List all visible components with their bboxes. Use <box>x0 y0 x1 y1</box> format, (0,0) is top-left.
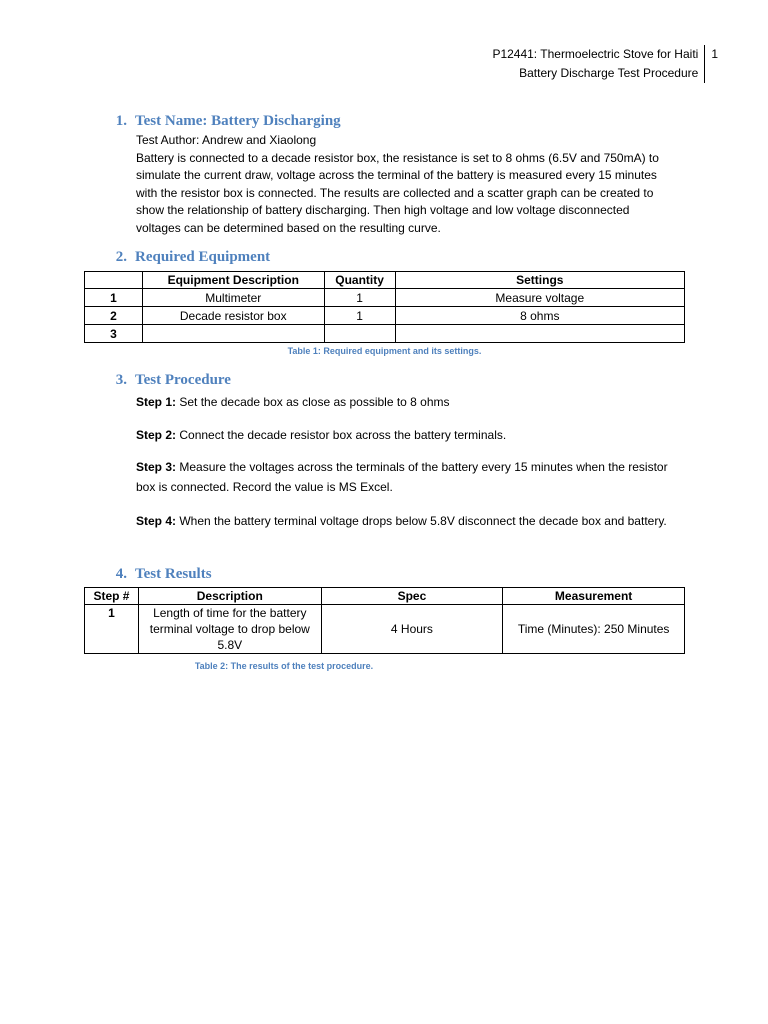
header-project-title: P12441: Thermoelectric Stove for Haiti <box>492 47 699 61</box>
table-row <box>85 307 685 325</box>
table-cell: 3 <box>85 325 143 343</box>
procedure-step <box>136 511 676 531</box>
section-title: Required Equipment <box>135 249 271 265</box>
table-row <box>85 605 685 654</box>
table-cell: 8 ohms <box>395 307 684 325</box>
table-cell: 2 <box>85 307 143 325</box>
test-author-line <box>136 132 676 150</box>
table-cell: Decade resistor box <box>142 307 324 325</box>
step-label: Step 3: <box>136 460 177 474</box>
table-cell: Time (Minutes): 250 Minutes <box>503 605 685 654</box>
step-text: Measure the voltages across the terminals of the battery every 15 minutes when the resistor box is connected. Record the value is MS Excel. <box>136 460 668 494</box>
table-cell <box>395 325 684 343</box>
table-header-cell: Equipment Description <box>142 272 324 289</box>
header-document-title: Battery Discharge Test Procedure <box>519 66 699 80</box>
section-test-name-body <box>136 132 676 237</box>
table-cell: Length of time for the battery terminal voltage to drop below 5.8V <box>138 605 321 654</box>
table-header-cell <box>85 272 143 289</box>
procedure-step <box>136 425 676 445</box>
table-cell <box>324 325 395 343</box>
procedure-step <box>136 392 676 412</box>
step-text: Connect the decade resistor box across the battery terminals. <box>179 428 507 442</box>
test-author-label: Test Author: <box>136 133 200 147</box>
table-row <box>85 325 685 343</box>
section-title: Test Procedure <box>135 372 231 388</box>
step-label: Step 2: <box>136 428 177 442</box>
step-text: When the battery terminal voltage drops below 5.8V disconnect the decade box and battery. <box>179 514 667 528</box>
section-heading-required-equipment <box>113 249 270 266</box>
page-header <box>492 45 718 83</box>
table-header-cell: Quantity <box>324 272 395 289</box>
section-number: 1. <box>115 113 127 129</box>
section-title: Test Name: Battery Discharging <box>135 113 341 129</box>
step-label: Step 1: <box>136 395 177 409</box>
header-title-block <box>492 45 705 83</box>
table-header-row <box>85 272 685 289</box>
equipment-table <box>84 271 685 343</box>
table-header-cell: Description <box>138 588 321 605</box>
table-cell: 1 <box>85 289 143 307</box>
step-text: Set the decade box as close as possible to 8 ohms <box>179 395 450 409</box>
table-header-cell: Spec <box>321 588 503 605</box>
table-cell: 1 <box>324 307 395 325</box>
table-caption: Table 1: Required equipment and its settings. <box>287 346 482 356</box>
test-description-paragraph: Battery is connected to a decade resistor box, the resistance is set to 8 ohms (6.5V and 750mA) to simulate the current draw, voltage across the terminal of the battery is measured every 15 minutes with the resistor box is connected. The results are collected and a scatter graph can be created to show the relationship of battery discharging. Then high voltage and low voltage disconnected voltages can be determined based on the resulting curve. <box>136 150 659 235</box>
table-cell: 4 Hours <box>321 605 503 654</box>
table-header-row <box>85 588 685 605</box>
table-cell <box>142 325 324 343</box>
table-header-cell: Settings <box>395 272 684 289</box>
table-cell: Measure voltage <box>395 289 684 307</box>
section-title: Test Results <box>135 566 212 582</box>
table-cell: 1 <box>324 289 395 307</box>
table-header-cell: Measurement <box>503 588 685 605</box>
procedure-step <box>136 457 676 497</box>
section-number: 3. <box>115 372 127 388</box>
step-label: Step 4: <box>136 514 177 528</box>
table-cell: Multimeter <box>142 289 324 307</box>
test-results-table <box>84 587 685 654</box>
section-heading-test-procedure <box>113 372 231 389</box>
table-caption: Table 2: The results of the test procedure. <box>194 661 374 671</box>
table-row <box>85 289 685 307</box>
section-heading-test-results <box>113 566 212 583</box>
section-heading-test-name <box>113 113 341 130</box>
test-author-value: Andrew and Xiaolong <box>202 133 317 147</box>
section-number: 2. <box>115 249 127 265</box>
table-header-cell: Step # <box>85 588 139 605</box>
table-cell: 1 <box>85 605 139 654</box>
section-number: 4. <box>115 566 127 582</box>
page-number: 1 <box>711 47 718 61</box>
